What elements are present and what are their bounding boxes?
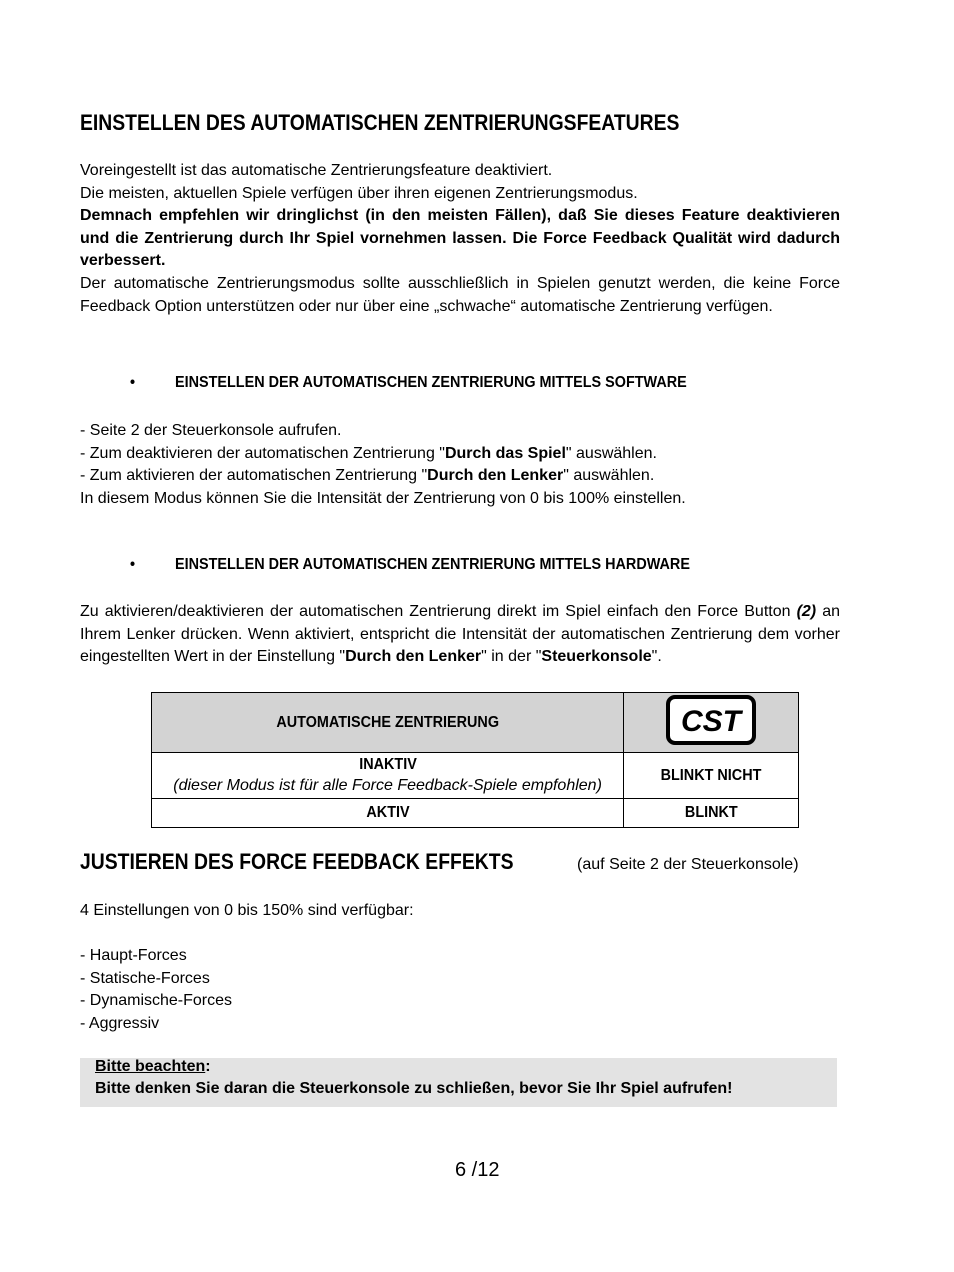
table-row-active [152,799,624,828]
list-item: - Haupt-Forces [80,947,187,964]
settings-intro: 4 Einstellungen von 0 bis 150% sind verfügbar: [80,902,414,919]
force-button-ref: (2) [796,603,817,620]
table-header-label: AUTOMATISCHE ZENTRIERUNG [276,713,499,731]
row-inactive-status-text: BLINKT NICHT [660,766,762,784]
step-2-text: - Zum deaktivieren der automatischen Zentrierung " [80,444,445,462]
intro-line-1: Voreingestellt ist das automatische Zentrierungsfeature deaktiviert. [80,162,553,179]
row-inactive-label: INAKTIV [358,755,417,773]
step-2 [80,443,840,466]
subheading-hardware [130,556,690,574]
table-header [152,693,624,753]
list-item: - Statische-Forces [80,969,210,987]
centering-intro [80,160,840,318]
note-title-text: Bitte beachten [95,1058,206,1075]
heading-force-feedback-title: JUSTIEREN DES FORCE FEEDBACK EFFEKTS [80,849,514,874]
intro-paragraph: Der automatische Zentrierungsmodus sollte ausschließlich in Spielen genutzt werden, die keine Force Feedback Option unterstützen oder nur über eine „schwache“ automatische Zentrierung verfügen. [80,274,840,315]
subheading-hardware-title: EINSTELLEN DER AUTOMATISCHEN ZENTRIERUNG MITTELS HARDWARE [175,556,690,573]
bullet-icon: • [130,556,136,573]
note-text: Bitte denken Sie daran die Steuerkonsole zu schließen, bevor Sie Ihr Spiel aufrufen! [95,1080,733,1097]
forces-list [80,945,232,1035]
table-row-inactive [152,753,624,799]
table-header-logo [624,693,799,753]
list-item: - Aggressiv [80,1014,160,1032]
step-3-end: " auswählen. [563,467,655,485]
hw-text-3: " in der " [481,648,542,666]
hw-text-2: an Ihrem Lenker drücken. Wenn aktiviert, entspricht die Intensität der automatischen Zentrierung dem vorher eingestellten Wert in der Einstellung " [80,603,840,666]
row-inactive-note: (dieser Modus ist für alle Force Feedback-Spiele empfohlen) [173,776,602,794]
row-inactive-status [624,753,799,799]
hw-option-console: Steuerkonsole [541,648,652,666]
hw-text-4: ". [651,648,662,666]
step-1: - Seite 2 der Steuerkonsole aufrufen. [80,422,342,439]
note-title-colon: : [205,1058,211,1075]
row-active-status-text: BLINKT [684,804,738,821]
software-steps [80,420,840,510]
step-2-option: Durch das Spiel [444,444,566,462]
step-3 [80,465,840,488]
intro-line-2: Die meisten, aktuellen Spiele verfügen über ihren eigenen Zentrierungsmodus. [80,184,638,202]
cst-logo-text: CST [681,705,742,738]
subheading-software-title: EINSTELLEN DER AUTOMATISCHEN ZENTRIERUNG MITTELS SOFTWARE [175,374,687,391]
section-heading-centering: EINSTELLEN DES AUTOMATISCHEN ZENTRIERUNGSFEATURES [80,110,680,135]
row-active-label: AKTIV [365,804,410,821]
step-2-end: " auswählen. [565,444,657,462]
hw-option-lenker: Durch den Lenker [345,648,482,666]
hardware-paragraph [80,601,840,669]
heading-force-feedback-sub: (auf Seite 2 der Steuerkonsole) [572,856,799,873]
software-note: In diesem Modus können Sie die Intensität der Zentrierung von 0 bis 100% einstellen. [80,489,686,507]
step-3-text: - Zum aktivieren der automatischen Zentrierung " [80,467,428,485]
cst-logo-icon [663,693,759,747]
row-active-status [624,799,799,828]
subheading-software [130,374,687,392]
page-number: 6 /12 [455,1159,500,1181]
bullet-icon: • [130,374,136,391]
hw-text-1: Zu aktivieren/deaktivieren der automatischen Zentrierung direkt im Spiel einfach den Force Button [80,603,797,620]
step-3-option: Durch den Lenker [427,467,564,485]
list-item: - Dynamische-Forces [80,992,233,1010]
centering-status-table [151,692,799,828]
note-title [95,1058,211,1076]
intro-recommendation: Demnach empfehlen wir dringlichst (in den meisten Fällen), daß Sie dieses Feature deaktivieren und die Zentrierung durch Ihr Spiel vornehmen lassen. Die Force Feedback Qualität wird dadurch verbessert. [80,207,840,270]
section-heading-force-feedback [80,849,799,875]
